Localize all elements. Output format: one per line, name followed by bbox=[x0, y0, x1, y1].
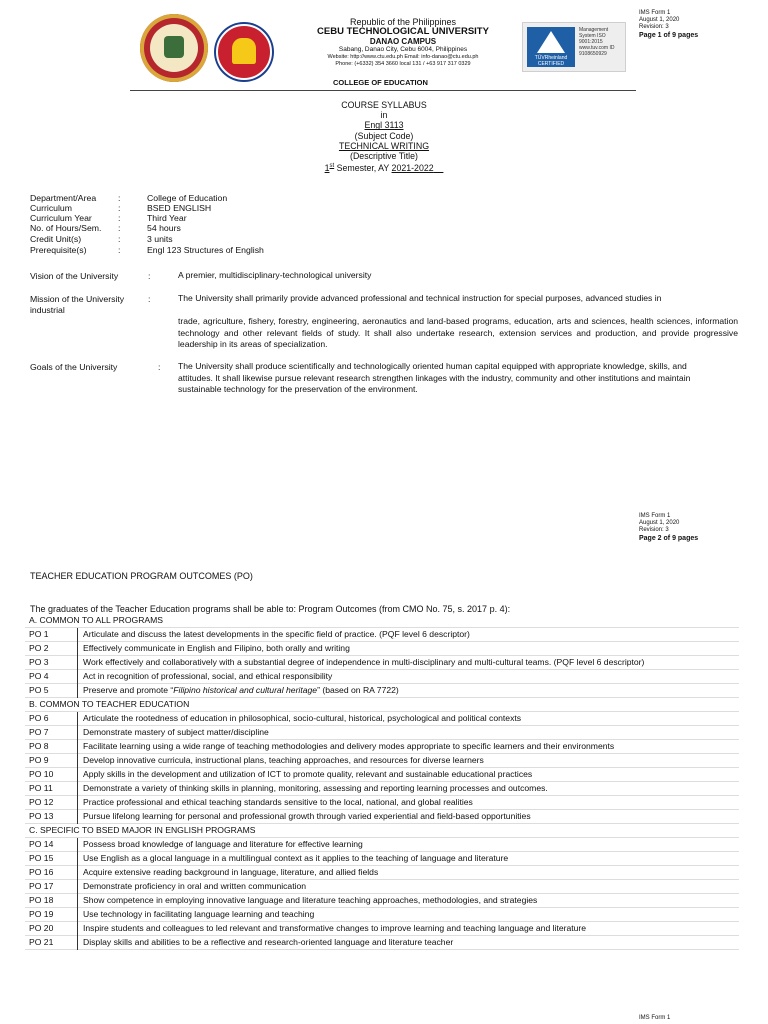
table-row: PO 2 Effectively communicate in English and Filipino, both orally and writing bbox=[25, 642, 739, 656]
in-label: in bbox=[380, 110, 388, 121]
table-row: PO 8 Facilitate learning using a wide range of teaching methodologies and delivery modes appropriate to specific learners and their environments bbox=[25, 740, 739, 754]
form-meta-page2 bbox=[639, 513, 698, 544]
republic-line: Republic of the Philippines bbox=[349, 17, 457, 27]
table-row: PO 18 Show competence in employing innovative language and literature teaching approaches, methodologies, and strategies bbox=[25, 894, 739, 908]
field-label-prerequisites: Prerequisite(s) bbox=[30, 245, 87, 255]
form-date: August 1, 2020 bbox=[639, 520, 680, 526]
field-value-hours: 54 hours bbox=[147, 223, 181, 233]
field-label-curriculum-year: Curriculum Year bbox=[30, 213, 92, 223]
field-colon: : bbox=[118, 203, 121, 213]
form-label: IMS Form 1 bbox=[639, 10, 671, 16]
descriptive-title-caption: (Descriptive Title) bbox=[350, 151, 418, 162]
semester-text: Semester, AY bbox=[334, 163, 392, 174]
descriptive-title: TECHNICAL WRITING bbox=[338, 140, 430, 151]
cert-label: TÜVRheinland CERTIFIED bbox=[534, 55, 568, 67]
outcomes-intro: The graduates of the Teacher Education programs shall be able to: Program Outcomes (from CMO No. 75, s. 2017 p. 4): bbox=[30, 604, 511, 614]
table-row: PO 1 Articulate and discuss the latest developments in the specific field of practice. (PQF level 6 descriptor) bbox=[25, 628, 739, 642]
table-row: PO 13 Pursue lifelong learning for personal and professional growth through varied experiential and field-based opportunities bbox=[25, 810, 739, 824]
academic-year: 2021-2022 bbox=[391, 163, 434, 174]
tuv-certification-badge bbox=[522, 22, 626, 72]
contact-line: Website: http://www.ctu.edu.ph Email: info-danao@ctu.edu.ph bbox=[327, 54, 479, 60]
table-row: PO 12 Practice professional and ethical teaching standards sensitive to the local, national, and global realities bbox=[25, 796, 739, 810]
table-row: PO 21 Display skills and abilities to be a reflective and research-oriented language and literature teacher bbox=[25, 936, 739, 950]
table-row: PO 5 Preserve and promote “Filipino historical and cultural heritage” (based on RA 7722) bbox=[25, 684, 739, 698]
section-c-header: C. SPECIFIC TO BSED MAJOR IN ENGLISH PROGRAMS bbox=[25, 824, 739, 838]
header-divider bbox=[130, 90, 636, 91]
field-colon: : bbox=[118, 193, 121, 203]
table-row: PO 11 Demonstrate a variety of thinking skills in planning, monitoring, assessing and reporting learning processes and outcomes. bbox=[25, 782, 739, 796]
field-label-department: Department/Area bbox=[30, 193, 97, 203]
table-row: PO 15 Use English as a glocal language in a multilingual context as it applies to the teaching of language and literature bbox=[25, 852, 739, 866]
table-row: PO 14 Possess broad knowledge of language and literature for effective learning bbox=[25, 838, 739, 852]
field-value-curriculum: BSED ENGLISH bbox=[147, 203, 212, 213]
goals-text: The University shall produce scientifically and technologically oriented human capital equipped with appropriate knowledge, skills, and attitudes. It shall likewise pursue relevant research strengthen linkages with the industry, community and other institutions and maintain sustainable technology for the preservation of the environment. bbox=[178, 361, 691, 394]
table-row: PO 20 Inspire students and colleagues to led relevant and transformative changes to improve learning and teaching language and literature bbox=[25, 922, 739, 936]
form-revision: Revision: 3 bbox=[639, 527, 669, 533]
address-line: Sabang, Danao City, Cebu 6004, Philippines bbox=[338, 46, 468, 53]
field-label-curriculum: Curriculum bbox=[30, 203, 72, 213]
mission-label: Mission of the University bbox=[30, 294, 125, 304]
table-row: PO 17 Demonstrate proficiency in oral and written communication bbox=[25, 880, 739, 894]
university-seal-logo bbox=[140, 14, 208, 82]
section-a-header: A. COMMON TO ALL PROGRAMS bbox=[29, 615, 164, 625]
subject-code-caption: (Subject Code) bbox=[354, 130, 414, 141]
field-value-curriculum-year: Third Year bbox=[147, 213, 187, 223]
goals-colon: : bbox=[158, 362, 161, 372]
semester-line bbox=[284, 161, 484, 173]
page-number: Page 2 of 9 pages bbox=[639, 535, 699, 542]
course-syllabus-label: COURSE SYLLABUS bbox=[341, 100, 427, 110]
vision-colon: : bbox=[148, 271, 151, 281]
table-row: PO 6 Articulate the rootedness of education in philosophical, socio-cultural, historical, psychological and political contexts bbox=[25, 712, 739, 726]
field-colon: : bbox=[118, 223, 121, 233]
section-b-header: B. COMMON TO TEACHER EDUCATION bbox=[25, 698, 739, 712]
table-row: PO 4 Act in recognition of professional, social, and ethical responsibility bbox=[25, 670, 739, 684]
mission-label-overflow: industrial bbox=[30, 305, 65, 315]
form-revision: Revision: 3 bbox=[639, 24, 669, 30]
phone-line: Phone: (+6332) 354 3660 local 131 / +63 917 317 0329 bbox=[335, 61, 471, 67]
subject-code: Engl 3113 bbox=[364, 120, 404, 131]
form-date: August 1, 2020 bbox=[639, 17, 680, 23]
university-header bbox=[280, 17, 526, 68]
form-label: IMS Form 1 bbox=[639, 1015, 671, 1021]
campus-name: DANAO CAMPUS bbox=[369, 37, 437, 46]
field-label-credit-units: Credit Unit(s) bbox=[30, 234, 82, 244]
course-title-block bbox=[284, 100, 484, 173]
field-colon: : bbox=[118, 234, 121, 244]
mission-text: trade, agriculture, fishery, forestry, engineering, aeronautics and land-based programs, education, arts and sciences, health sciences, information technology and other relevant fields of study. It shall also undertake research, extension services and production, and provide progressive leadership in its areas of specialization. bbox=[178, 316, 738, 349]
field-value-department: College of Education bbox=[147, 193, 228, 203]
table-row: PO 19 Use technology in facilitating language learning and teaching bbox=[25, 908, 739, 922]
form-meta-page3 bbox=[639, 1015, 670, 1022]
table-row: PO 3 Work effectively and collaboratively with a substantial degree of independence in multi-disciplinary and multi-cultural teams. (PQF level 6 descriptor) bbox=[25, 656, 739, 670]
mission-colon: : bbox=[148, 294, 151, 304]
university-name: CEBU TECHNOLOGICAL UNIVERSITY bbox=[317, 26, 489, 37]
field-colon: : bbox=[118, 213, 121, 223]
college-name: COLLEGE OF EDUCATION bbox=[333, 78, 428, 87]
goals-label: Goals of the University bbox=[30, 362, 118, 372]
field-colon: : bbox=[118, 245, 121, 255]
mission-text-first-line: The University shall primarily provide advanced professional and technical instruction for special purposes, advanced studies in bbox=[178, 293, 662, 303]
form-label: IMS Form 1 bbox=[639, 513, 671, 519]
cert-text: Management System ISO 9001:2015 www.tuv.com ID 9108650929 bbox=[579, 27, 615, 57]
outcomes-heading: TEACHER EDUCATION PROGRAM OUTCOMES (PO) bbox=[30, 571, 253, 581]
vision-label: Vision of the University bbox=[30, 271, 119, 281]
asean-logo bbox=[216, 24, 272, 80]
table-row: PO 16 Acquire extensive reading background in language, literature, and allied fields bbox=[25, 866, 739, 880]
vision-text: A premier, multidisciplinary-technological university bbox=[178, 270, 372, 280]
program-outcomes-table bbox=[25, 614, 739, 950]
semester-number: 1 bbox=[324, 163, 330, 174]
semester-suffix: st bbox=[329, 163, 335, 170]
field-value-prerequisites: Engl 123 Structures of English bbox=[147, 245, 264, 255]
form-meta-page1 bbox=[639, 10, 698, 41]
table-row: PO 9 Develop innovative curricula, instructional plans, teaching approaches, and resources for diverse learners bbox=[25, 754, 739, 768]
field-label-hours: No. of Hours/Sem. bbox=[30, 223, 102, 233]
field-value-credit-units: 3 units bbox=[147, 234, 173, 244]
page-number: Page 1 of 9 pages bbox=[639, 32, 699, 39]
table-row: PO 7 Demonstrate mastery of subject matter/discipline bbox=[25, 726, 739, 740]
po5-text: Preserve and promote “Filipino historical and cultural heritage” (based on RA 7722) bbox=[78, 684, 740, 698]
table-row: PO 10 Apply skills in the development and utilization of ICT to promote quality, relevant and sustainable educational practices bbox=[25, 768, 739, 782]
